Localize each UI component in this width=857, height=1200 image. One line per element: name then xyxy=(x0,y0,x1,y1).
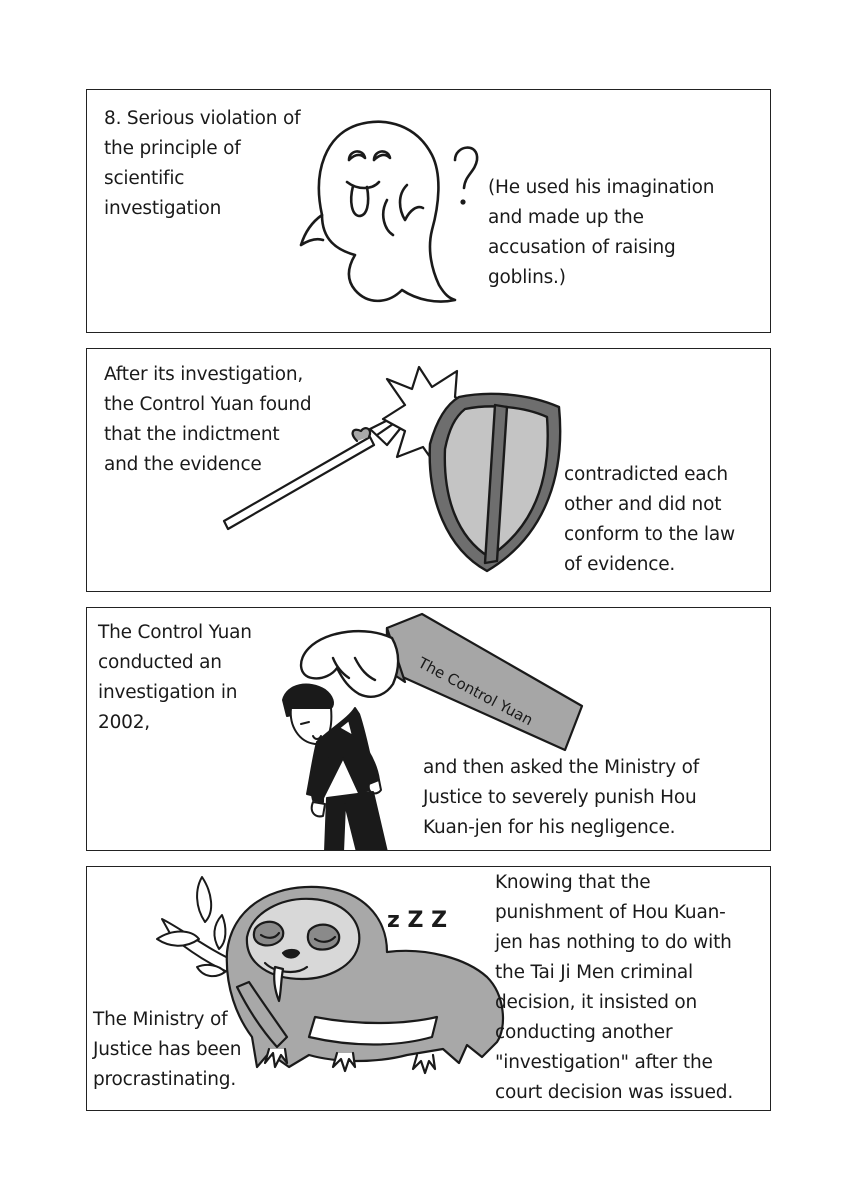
panel-4-caption-right: Knowing that the punishment of Hou Kuan- jen has nothing to do with the Tai Ji Men criminal decision, it insisted on conducting another "investigation" after the court decision was issued. xyxy=(495,872,734,1103)
panel-1-caption-left: 8. Serious violation of the principle of scientific investigation xyxy=(104,108,301,219)
panel-3-caption-left: The Control Yuan conducted an investigation in 2002, xyxy=(98,622,252,733)
comic-panel-3 xyxy=(86,607,771,851)
panel-1-caption-right: (He used his imagination and made up the accusation of raising goblins.) xyxy=(488,177,715,288)
sleeve-label: The Control Yuan xyxy=(415,653,536,730)
comic-panel-1 xyxy=(86,89,771,333)
panel-2-caption-right: contradicted each other and did not conform to the law of evidence. xyxy=(564,464,735,575)
sleep-sound: z Z Z xyxy=(387,908,448,933)
panel-4-caption-left: The Ministry of Justice has been procrastinating. xyxy=(93,1009,242,1090)
comic-panel-4 xyxy=(86,866,771,1111)
comic-panel-2 xyxy=(86,348,771,592)
panel-3-caption-right: and then asked the Ministry of Justice to severely punish Hou Kuan-jen for his negligence. xyxy=(423,757,700,838)
panel-2-caption-left: After its investigation, the Control Yuan found that the indictment and the evidence xyxy=(104,364,312,475)
